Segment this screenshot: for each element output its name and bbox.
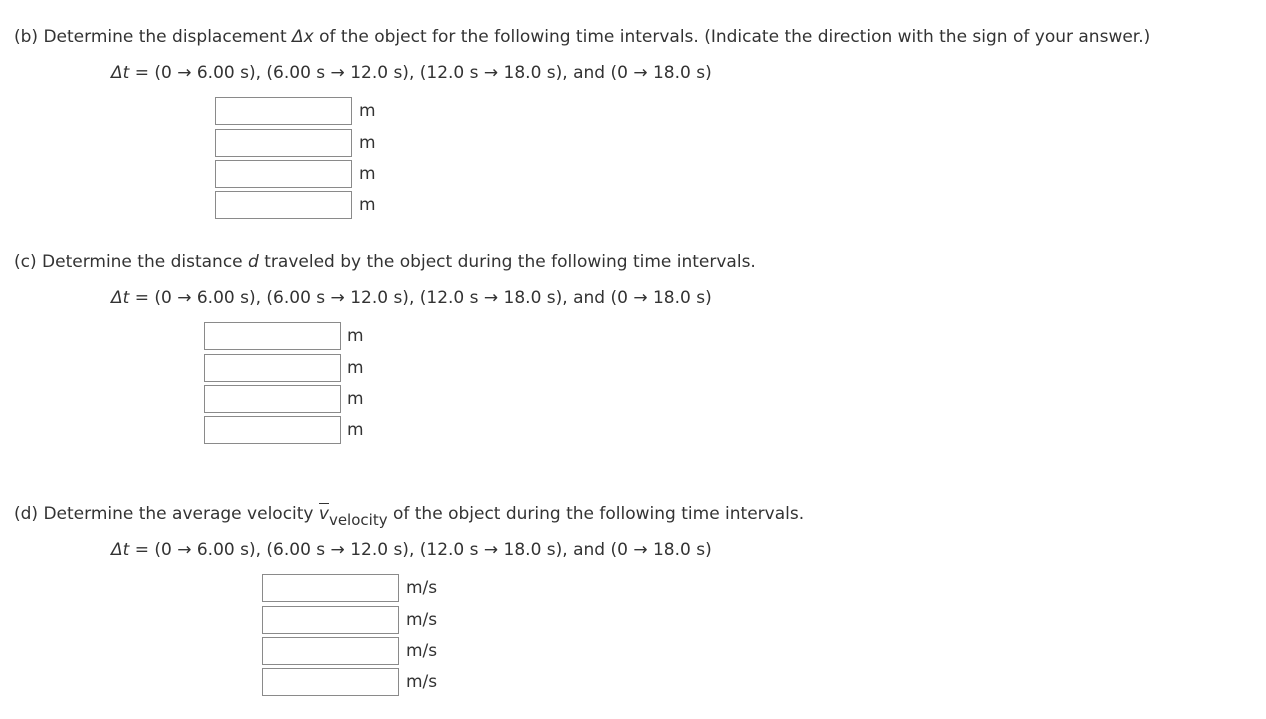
- unit-label: m/s: [406, 672, 438, 692]
- distance-input-0-18[interactable]: [204, 416, 341, 444]
- unit-label: m: [359, 133, 376, 153]
- avg-velocity-input-0-18[interactable]: [262, 668, 399, 696]
- part-d-heading-symbol: v: [318, 504, 329, 524]
- part-d-heading-suffix: of the object during the following time intervals.: [387, 504, 805, 524]
- distance-input-6-12[interactable]: [204, 354, 341, 382]
- part-c-heading-suffix: traveled by the object during the following time intervals.: [258, 252, 756, 272]
- unit-label: m: [359, 164, 376, 184]
- unit-label: m: [359, 101, 376, 121]
- part-b-heading-symbol: Δx: [292, 27, 314, 47]
- part-d-heading-prefix: (d) Determine the average velocity: [14, 504, 319, 524]
- distance-input-0-6[interactable]: [204, 322, 341, 350]
- part-d-heading: [14, 504, 805, 529]
- part-c-heading: [14, 252, 756, 272]
- avg-velocity-input-6-12[interactable]: [262, 606, 399, 634]
- part-c-heading-symbol: d: [248, 252, 259, 272]
- part-d-heading-subscript: velocity: [328, 511, 388, 529]
- unit-label: m/s: [406, 578, 438, 598]
- part-c-heading-prefix: (c) Determine the distance: [14, 252, 249, 272]
- displacement-input-12-18[interactable]: [215, 160, 352, 188]
- part-d-intervals-text: = (0 → 6.00 s), (6.00 s → 12.0 s), (12.0 s → 18.0 s), and (0 → 18.0 s): [129, 540, 712, 560]
- part-c-intervals-text: = (0 → 6.00 s), (6.00 s → 12.0 s), (12.0 s → 18.0 s), and (0 → 18.0 s): [129, 288, 712, 308]
- part-d-intervals: [111, 540, 712, 560]
- displacement-input-0-18[interactable]: [215, 191, 352, 219]
- unit-label: m/s: [406, 641, 438, 661]
- part-b-intervals: [111, 63, 712, 83]
- part-b-heading-prefix: (b) Determine the displacement: [14, 27, 293, 47]
- avg-velocity-input-12-18[interactable]: [262, 637, 399, 665]
- part-c-intervals-symbol: Δt: [111, 288, 130, 308]
- distance-input-12-18[interactable]: [204, 385, 341, 413]
- part-b-heading: [14, 27, 1150, 47]
- part-d-intervals-symbol: Δt: [111, 540, 130, 560]
- unit-label: m/s: [406, 610, 438, 630]
- unit-label: m: [347, 358, 364, 378]
- unit-label: m: [347, 326, 364, 346]
- part-b-intervals-text: = (0 → 6.00 s), (6.00 s → 12.0 s), (12.0 s → 18.0 s), and (0 → 18.0 s): [129, 63, 712, 83]
- part-b-heading-suffix: of the object for the following time intervals. (Indicate the direction with the sign of your answer.): [313, 27, 1151, 47]
- unit-label: m: [347, 389, 364, 409]
- part-c-intervals: [111, 288, 712, 308]
- displacement-input-0-6[interactable]: [215, 97, 352, 125]
- unit-label: m: [359, 195, 376, 215]
- avg-velocity-input-0-6[interactable]: [262, 574, 399, 602]
- displacement-input-6-12[interactable]: [215, 129, 352, 157]
- part-b-intervals-symbol: Δt: [111, 63, 130, 83]
- unit-label: m: [347, 420, 364, 440]
